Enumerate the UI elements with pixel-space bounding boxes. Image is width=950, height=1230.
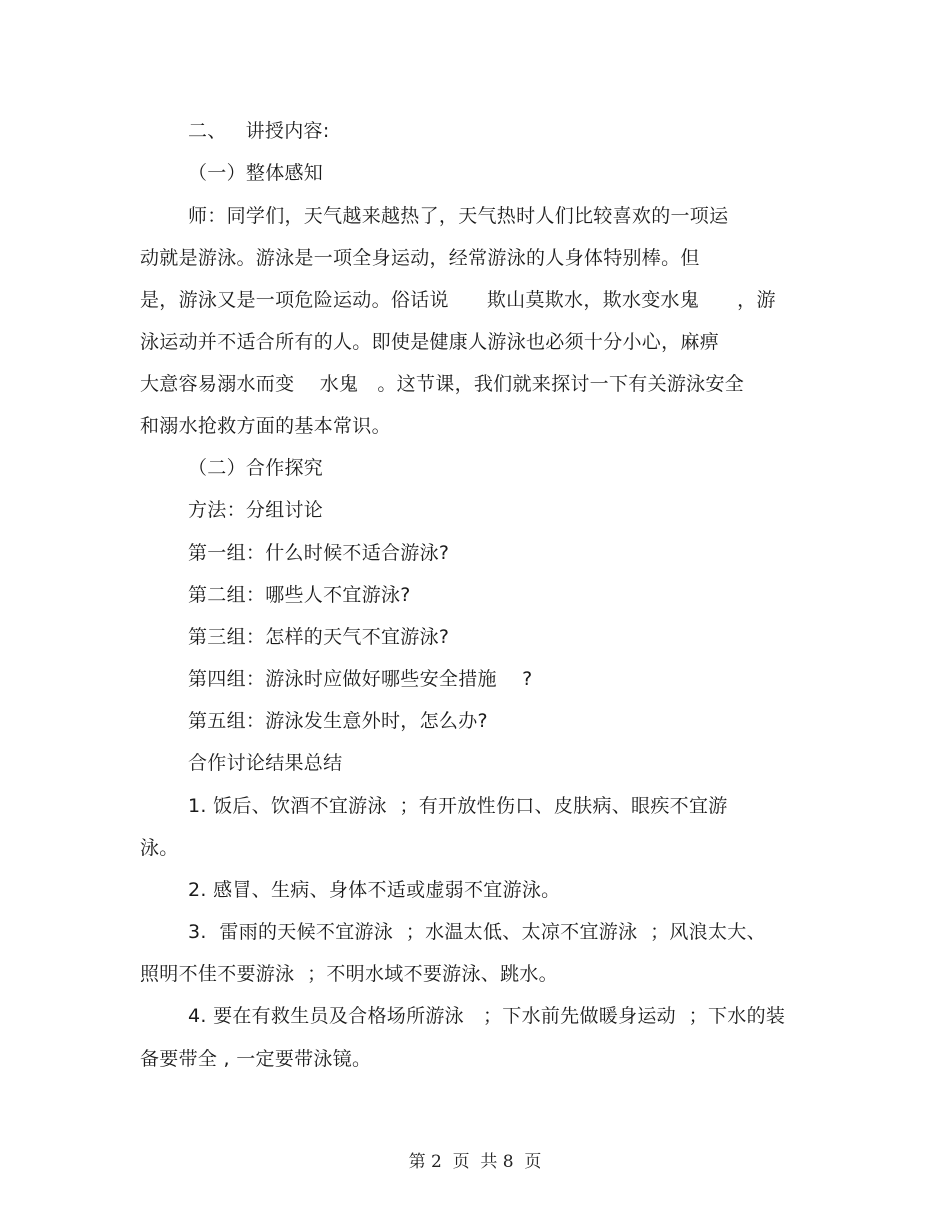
summary-item: 照明不佳不要游泳 ；不明水域不要游泳、跳水。: [140, 963, 558, 985]
paragraph-line: 大意容易溺水而变 水鬼 。这节课，我们就来探讨一下有关游泳安全: [140, 373, 745, 395]
summary-item: 3. 雷雨的天候不宜游泳 ；水温太低、太凉不宜游泳 ；风浪太大、: [188, 921, 766, 943]
subsection-heading: （一）整体感知: [188, 162, 324, 184]
paragraph-line: 泳运动并不适合所有的人。即使是健康人游泳也必须十分小心，麻痹: [140, 331, 720, 353]
paragraph-line: 是，游泳又是一项危险运动。俗话说 欺山莫欺水，欺水变水鬼 ，游: [140, 289, 776, 311]
summary-item: 4. 要在有救生员及合格场所游泳 ；下水前先做暖身运动 ；下水的装: [188, 1005, 786, 1027]
group-question: 第五组：游泳发生意外时，怎么办?: [188, 710, 488, 732]
summary-item: 2. 感冒、生病、身体不适或虚弱不宜游泳。: [188, 879, 561, 901]
summary-item: 1. 饭后、饮酒不宜游泳 ；有开放性伤口、皮肤病、眼疾不宜游: [188, 795, 728, 817]
summary-item: 泳。: [140, 837, 179, 859]
subsection-heading: （二）合作探究: [188, 457, 324, 479]
group-question: 第三组：怎样的天气不宜游泳?: [188, 626, 450, 648]
paragraph-line: 动就是游泳。游泳是一项全身运动，经常游泳的人身体特别棒。但: [140, 247, 700, 269]
summary-heading: 合作讨论结果总结: [188, 752, 343, 774]
page-number-footer: 第 2 页 共 8 页: [408, 1152, 542, 1172]
section-heading: 二、 讲授内容:: [188, 120, 330, 142]
paragraph-line: 方法：分组讨论: [188, 499, 324, 521]
paragraph-line: 和溺水抢救方面的基本常识。: [140, 415, 391, 437]
group-question: 第四组：游泳时应做好哪些安全措施 ?: [188, 668, 533, 690]
summary-item: 备要带全 , 一定要带泳镜。: [140, 1048, 372, 1070]
group-question: 第二组：哪些人不宜游泳?: [188, 584, 411, 606]
group-question: 第一组：什么时候不适合游泳?: [188, 542, 450, 564]
paragraph-line: 师：同学们，天气越来越热了，天气热时人们比较喜欢的一项运: [188, 205, 729, 227]
